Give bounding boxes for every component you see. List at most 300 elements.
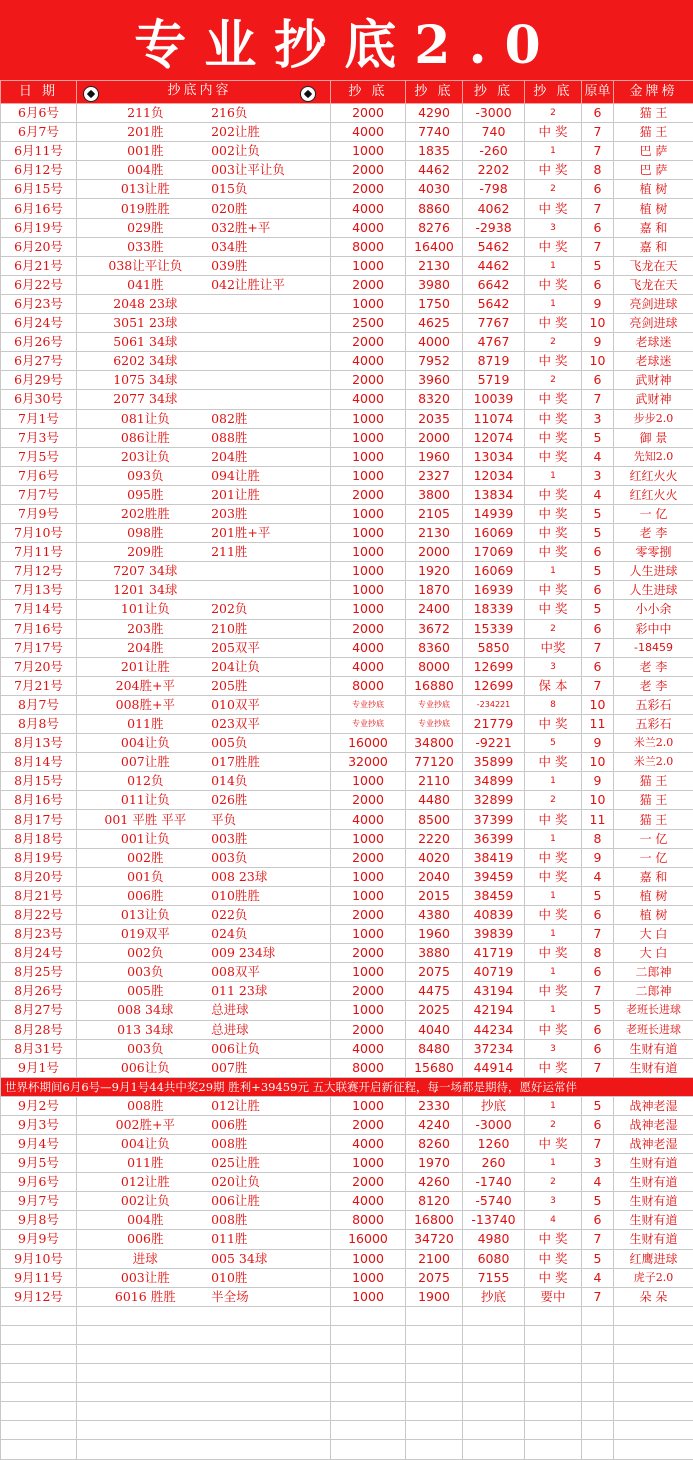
table-row	[1, 944, 693, 963]
return-cell: 2025	[406, 1001, 463, 1020]
return-cell: 4000	[406, 333, 463, 352]
stake-cell: 4000	[331, 1134, 406, 1153]
stake-cell: 1000	[331, 1268, 406, 1287]
date-cell: 8月31号	[1, 1039, 77, 1058]
orig-cell: 6	[582, 180, 614, 199]
gold-cell: -18459	[614, 638, 693, 657]
stake-cell: 32000	[331, 753, 406, 772]
gold-cell: 御 景	[614, 428, 693, 447]
stake-cell: 16000	[331, 1230, 406, 1249]
gold-cell: 生财有道	[614, 1039, 693, 1058]
content-cell	[77, 390, 331, 409]
return-cell: 8120	[406, 1192, 463, 1211]
result-cell: 2	[525, 619, 582, 638]
gold-cell: 植 树	[614, 199, 693, 218]
stake-cell: 1000	[331, 925, 406, 944]
profit-cell: 6642	[463, 275, 525, 294]
profit-cell: 36399	[463, 829, 525, 848]
header-stake: 抄 底	[331, 81, 406, 104]
result-cell: 1	[525, 963, 582, 982]
result-cell: 中 奖	[525, 1020, 582, 1039]
pick-b: 205胜	[211, 678, 327, 694]
pick-a: 001 平胜 平平	[80, 812, 212, 828]
return-cell: 4260	[406, 1173, 463, 1192]
content-cell	[77, 1134, 331, 1153]
gold-cell: 生财有道	[614, 1173, 693, 1192]
pick-a: 7207 34球	[80, 563, 212, 579]
pick-a: 002胜+平	[80, 1117, 212, 1133]
date-cell: 8月15号	[1, 772, 77, 791]
result-cell: 中 奖	[525, 237, 582, 256]
stake-cell: 8000	[331, 676, 406, 695]
result-cell: 中 奖	[525, 447, 582, 466]
empty-cell	[614, 1383, 693, 1402]
empty-cell	[582, 1440, 614, 1459]
pick-a: 086让胜	[80, 430, 212, 446]
date-cell: 8月23号	[1, 925, 77, 944]
gold-cell: 武财神	[614, 371, 693, 390]
empty-cell	[582, 1364, 614, 1383]
table-row	[1, 123, 693, 142]
pick-b: 205双平	[211, 640, 327, 656]
stake-cell: 2000	[331, 275, 406, 294]
result-cell: 中 奖	[525, 905, 582, 924]
profit-cell: 12074	[463, 428, 525, 447]
gold-cell: 人生进球	[614, 581, 693, 600]
profit-cell: 12034	[463, 466, 525, 485]
orig-cell: 6	[582, 619, 614, 638]
pick-b: 半全场	[211, 1289, 327, 1305]
page-title: 专业抄底2.0	[134, 3, 558, 78]
return-cell: 1900	[406, 1287, 463, 1306]
result-cell: 中 奖	[525, 848, 582, 867]
table-row	[1, 695, 693, 714]
gold-cell: 五彩石	[614, 695, 693, 714]
profit-cell: 39459	[463, 867, 525, 886]
profit-cell: 38459	[463, 886, 525, 905]
orig-cell: 5	[582, 524, 614, 543]
header-orig: 原单	[582, 81, 614, 104]
result-cell: 3	[525, 218, 582, 237]
gold-cell: 步步2.0	[614, 409, 693, 428]
content-cell	[77, 810, 331, 829]
gold-cell: 先知2.0	[614, 447, 693, 466]
table-row	[1, 867, 693, 886]
stake-cell: 1000	[331, 409, 406, 428]
orig-cell: 6	[582, 963, 614, 982]
orig-cell: 7	[582, 237, 614, 256]
date-cell: 8月27号	[1, 1001, 77, 1020]
orig-cell: 6	[582, 905, 614, 924]
date-cell: 7月20号	[1, 657, 77, 676]
pick-a: 012让胜	[80, 1174, 212, 1190]
pick-a: 011胜	[80, 716, 212, 732]
stake-cell: 16000	[331, 734, 406, 753]
date-cell: 9月8号	[1, 1211, 77, 1230]
stake-cell: 2000	[331, 333, 406, 352]
pick-b: 平负	[211, 812, 327, 828]
profit-cell: 41719	[463, 944, 525, 963]
orig-cell: 3	[582, 409, 614, 428]
empty-cell	[614, 1345, 693, 1364]
return-cell: 4462	[406, 161, 463, 180]
empty-row	[1, 1364, 693, 1383]
content-cell	[77, 867, 331, 886]
stake-cell: 2500	[331, 314, 406, 333]
pick-a: 011胜	[80, 1155, 212, 1171]
empty-cell	[1, 1325, 77, 1344]
content-cell	[77, 1268, 331, 1287]
pick-b: 202让胜	[211, 124, 327, 140]
date-cell: 8月14号	[1, 753, 77, 772]
orig-cell: 4	[582, 485, 614, 504]
return-cell: 专业抄底	[406, 695, 463, 714]
pick-b: 006让负	[211, 1041, 327, 1057]
table-row	[1, 715, 693, 734]
gold-cell: 亮剑进球	[614, 314, 693, 333]
gold-cell: 飞龙在天	[614, 256, 693, 275]
return-cell: 7952	[406, 352, 463, 371]
table-row	[1, 638, 693, 657]
stake-cell: 4000	[331, 657, 406, 676]
pick-b: 023双平	[211, 716, 327, 732]
profit-cell: 16939	[463, 581, 525, 600]
stake-cell: 2000	[331, 848, 406, 867]
content-cell	[77, 1020, 331, 1039]
result-cell: 2	[525, 104, 582, 123]
profit-cell: 7767	[463, 314, 525, 333]
result-cell: 中 奖	[525, 753, 582, 772]
content-cell	[77, 485, 331, 504]
date-cell: 8月21号	[1, 886, 77, 905]
record-table	[0, 80, 693, 1460]
pick-a: 004胜	[80, 162, 212, 178]
gold-cell: 嘉 和	[614, 237, 693, 256]
pick-b: 039胜	[211, 258, 327, 274]
date-cell: 8月8号	[1, 715, 77, 734]
profit-cell: 34899	[463, 772, 525, 791]
gold-cell: 猫 王	[614, 810, 693, 829]
pick-a: 1201 34球	[80, 582, 212, 598]
empty-row	[1, 1402, 693, 1421]
result-cell: 中 奖	[525, 314, 582, 333]
return-cell: 4475	[406, 982, 463, 1001]
table-row	[1, 314, 693, 333]
date-cell: 8月24号	[1, 944, 77, 963]
profit-cell: -1740	[463, 1173, 525, 1192]
content-cell	[77, 371, 331, 390]
empty-cell	[614, 1364, 693, 1383]
gold-cell: 生财有道	[614, 1154, 693, 1173]
pick-a: 201让胜	[80, 659, 212, 675]
result-cell: 中 奖	[525, 1268, 582, 1287]
content-cell	[77, 504, 331, 523]
date-cell: 6月12号	[1, 161, 77, 180]
pick-b: 020胜	[211, 201, 327, 217]
pick-b: 034胜	[211, 239, 327, 255]
stake-cell: 1000	[331, 1287, 406, 1306]
orig-cell: 9	[582, 333, 614, 352]
pick-b: 008 23球	[211, 869, 327, 885]
return-cell: 2110	[406, 772, 463, 791]
stake-cell: 2000	[331, 791, 406, 810]
return-cell: 4020	[406, 848, 463, 867]
date-cell: 7月17号	[1, 638, 77, 657]
table-row	[1, 848, 693, 867]
stake-cell: 1000	[331, 562, 406, 581]
pick-b: 082胜	[211, 411, 327, 427]
empty-cell	[582, 1402, 614, 1421]
stake-cell: 1000	[331, 543, 406, 562]
pick-a: 1075 34球	[80, 372, 212, 388]
pick-a: 5061 34球	[80, 334, 212, 350]
pick-b: 008胜	[211, 1212, 327, 1228]
result-cell: 3	[525, 1192, 582, 1211]
table-row	[1, 504, 693, 523]
content-cell	[77, 142, 331, 161]
gold-cell: 红红火火	[614, 485, 693, 504]
gold-cell: 亮剑进球	[614, 294, 693, 313]
stake-cell: 1000	[331, 1096, 406, 1115]
result-cell: 1	[525, 829, 582, 848]
content-cell	[77, 638, 331, 657]
table-row	[1, 772, 693, 791]
table-row	[1, 1173, 693, 1192]
stake-cell: 4000	[331, 352, 406, 371]
table-row	[1, 199, 693, 218]
date-cell: 6月22号	[1, 275, 77, 294]
result-cell: 1	[525, 1001, 582, 1020]
result-cell: 2	[525, 1115, 582, 1134]
date-cell: 6月16号	[1, 199, 77, 218]
orig-cell: 5	[582, 256, 614, 275]
date-cell: 7月9号	[1, 504, 77, 523]
orig-cell: 6	[582, 371, 614, 390]
stake-cell: 1000	[331, 142, 406, 161]
table-row	[1, 256, 693, 275]
gold-cell: 武财神	[614, 390, 693, 409]
orig-cell: 6	[582, 104, 614, 123]
table-row	[1, 829, 693, 848]
pick-a: 006胜	[80, 888, 212, 904]
gold-cell: 生财有道	[614, 1211, 693, 1230]
return-cell: 1960	[406, 925, 463, 944]
pick-a: 001让负	[80, 831, 212, 847]
result-cell: 保 本	[525, 676, 582, 695]
empty-cell	[77, 1421, 331, 1440]
orig-cell: 3	[582, 1154, 614, 1173]
gold-cell: 米兰2.0	[614, 753, 693, 772]
gold-cell: 猫 王	[614, 104, 693, 123]
empty-cell	[463, 1421, 525, 1440]
gold-cell: 大 白	[614, 944, 693, 963]
return-cell: 4625	[406, 314, 463, 333]
content-cell	[77, 963, 331, 982]
profit-cell: 44914	[463, 1058, 525, 1077]
record-body-2	[1, 1096, 693, 1306]
gold-cell: 战神老湿	[614, 1096, 693, 1115]
table-row	[1, 905, 693, 924]
stake-cell: 专业抄底	[331, 695, 406, 714]
empty-cell	[525, 1421, 582, 1440]
pick-a: 002负	[80, 945, 212, 961]
content-cell	[77, 237, 331, 256]
return-cell: 7740	[406, 123, 463, 142]
empty-cell	[1, 1383, 77, 1402]
empty-cell	[614, 1440, 693, 1459]
pick-a: 201胜	[80, 124, 212, 140]
pick-b: 009 234球	[211, 945, 327, 961]
content-cell	[77, 1249, 331, 1268]
result-cell: 中 奖	[525, 581, 582, 600]
content-cell	[77, 294, 331, 313]
profit-cell: -2938	[463, 218, 525, 237]
gold-cell: 二郎神	[614, 982, 693, 1001]
return-cell: 4240	[406, 1115, 463, 1134]
date-cell: 6月7号	[1, 123, 77, 142]
table-row	[1, 1249, 693, 1268]
result-cell: 1	[525, 1154, 582, 1173]
stake-cell: 4000	[331, 390, 406, 409]
stake-cell: 1000	[331, 886, 406, 905]
return-cell: 8320	[406, 390, 463, 409]
profit-cell: 39839	[463, 925, 525, 944]
return-cell: 2130	[406, 256, 463, 275]
content-cell	[77, 1230, 331, 1249]
pick-b: 总进球	[211, 1022, 327, 1038]
table-row	[1, 104, 693, 123]
gold-cell: 植 树	[614, 180, 693, 199]
content-cell	[77, 333, 331, 352]
date-cell: 9月9号	[1, 1230, 77, 1249]
stake-cell: 8000	[331, 237, 406, 256]
result-cell: 5	[525, 734, 582, 753]
return-cell: 2015	[406, 886, 463, 905]
result-cell: 3	[525, 1039, 582, 1058]
stake-cell: 1000	[331, 772, 406, 791]
return-cell: 专业抄底	[406, 715, 463, 734]
table-row	[1, 1134, 693, 1153]
content-cell	[77, 753, 331, 772]
pick-b: 006让胜	[211, 1193, 327, 1209]
orig-cell: 7	[582, 925, 614, 944]
date-cell: 6月19号	[1, 218, 77, 237]
pick-a: 6202 34球	[80, 353, 212, 369]
pick-b: 042让胜让平	[211, 277, 327, 293]
gold-cell: 米兰2.0	[614, 734, 693, 753]
date-cell: 6月26号	[1, 333, 77, 352]
pick-b: 014负	[211, 773, 327, 789]
result-cell: 1	[525, 886, 582, 905]
pick-b: 026胜	[211, 792, 327, 808]
return-cell: 3880	[406, 944, 463, 963]
orig-cell: 4	[582, 1173, 614, 1192]
orig-cell: 5	[582, 1001, 614, 1020]
pick-a: 002胜	[80, 850, 212, 866]
profit-cell: 17069	[463, 543, 525, 562]
table-row	[1, 734, 693, 753]
stake-cell: 2000	[331, 982, 406, 1001]
content-cell	[77, 848, 331, 867]
content-cell	[77, 275, 331, 294]
header-profit: 抄 底	[463, 81, 525, 104]
pick-b: 006胜	[211, 1117, 327, 1133]
gold-cell: 植 树	[614, 886, 693, 905]
pick-b: 015负	[211, 181, 327, 197]
table-row	[1, 466, 693, 485]
date-cell: 7月7号	[1, 485, 77, 504]
result-cell: 2	[525, 371, 582, 390]
stake-cell: 专业抄底	[331, 715, 406, 734]
orig-cell: 6	[582, 1211, 614, 1230]
pick-a: 002让负	[80, 1193, 212, 1209]
result-cell: 中 奖	[525, 199, 582, 218]
pick-a: 008 34球	[80, 1002, 212, 1018]
orig-cell: 9	[582, 772, 614, 791]
header-return: 抄 底	[406, 81, 463, 104]
gold-cell: 生财有道	[614, 1058, 693, 1077]
content-cell	[77, 409, 331, 428]
header-gold: 金牌榜	[614, 81, 693, 104]
date-cell: 9月3号	[1, 1115, 77, 1134]
empty-cell	[525, 1364, 582, 1383]
stake-cell: 2000	[331, 1020, 406, 1039]
content-cell	[77, 1154, 331, 1173]
table-row	[1, 161, 693, 180]
orig-cell: 6	[582, 218, 614, 237]
profit-cell: 12699	[463, 676, 525, 695]
result-cell: 中 奖	[525, 1230, 582, 1249]
profit-cell: -3000	[463, 1115, 525, 1134]
stake-cell: 8000	[331, 1058, 406, 1077]
gold-cell: 二郎神	[614, 963, 693, 982]
result-cell: 中 奖	[525, 409, 582, 428]
date-cell: 7月16号	[1, 619, 77, 638]
date-cell: 6月27号	[1, 352, 77, 371]
empty-cell	[406, 1402, 463, 1421]
table-row	[1, 180, 693, 199]
pick-a: 004让负	[80, 1136, 212, 1152]
date-cell: 9月2号	[1, 1096, 77, 1115]
header-row	[1, 81, 693, 104]
profit-cell: 8719	[463, 352, 525, 371]
empty-cell	[1, 1364, 77, 1383]
profit-cell: 42194	[463, 1001, 525, 1020]
empty-cell	[525, 1325, 582, 1344]
pick-b: 020让负	[211, 1174, 327, 1190]
return-cell: 2035	[406, 409, 463, 428]
orig-cell: 7	[582, 676, 614, 695]
gold-cell: 一 亿	[614, 504, 693, 523]
date-cell: 8月17号	[1, 810, 77, 829]
empty-cell	[463, 1345, 525, 1364]
date-cell: 9月4号	[1, 1134, 77, 1153]
pick-b: 025让胜	[211, 1155, 327, 1171]
orig-cell: 6	[582, 657, 614, 676]
summary-banner: 世界杯期间6月6号—9月1号44共中奖29期 胜利+39459元 五大联赛开启新征程，每一场都是期待，愿好运常伴	[1, 1077, 693, 1096]
table-row	[1, 294, 693, 313]
pick-b: 007胜	[211, 1060, 327, 1076]
return-cell: 1970	[406, 1154, 463, 1173]
date-cell: 7月10号	[1, 524, 77, 543]
profit-cell: 14939	[463, 504, 525, 523]
empty-cell	[331, 1383, 406, 1402]
content-cell	[77, 199, 331, 218]
content-cell	[77, 1115, 331, 1134]
empty-cell	[614, 1421, 693, 1440]
result-cell: 中 奖	[525, 944, 582, 963]
table-row	[1, 791, 693, 810]
